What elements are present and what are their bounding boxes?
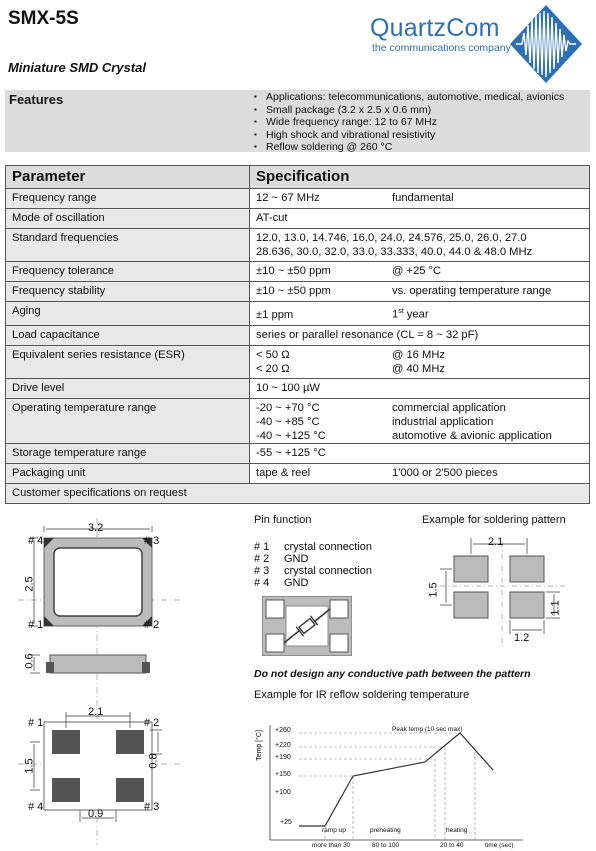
pin-label: # 3 — [144, 801, 160, 813]
spec-cell — [250, 302, 590, 326]
table-row — [6, 483, 590, 503]
spec-note: @ 40 MHz — [392, 362, 446, 375]
solder-pad-icon — [454, 592, 488, 618]
spec-cell — [250, 398, 590, 443]
pin-label: # 2 — [144, 717, 160, 729]
spec-value: < 20 Ω — [256, 362, 290, 375]
crystal-schematic-icon — [262, 596, 352, 656]
spec-value: -40 ~ +125 °C — [256, 429, 326, 442]
dim-thickness-label: 0.6 — [23, 653, 36, 669]
design-warning: Do not design any conductive path between the pattern — [254, 668, 531, 680]
spec-cell — [250, 463, 590, 483]
spec-note: @ +25 °C — [392, 265, 442, 277]
ytick-label: +220 — [275, 742, 291, 749]
table-row — [6, 325, 590, 345]
time-label: more than 30 — [312, 842, 351, 849]
pin-label: # 1 — [28, 717, 44, 729]
param-cell — [6, 345, 250, 378]
spec-line — [256, 399, 589, 415]
peak-label: Peak temp (10 sec max) — [392, 726, 463, 733]
dim-height-label: 2.5 — [23, 576, 36, 592]
pin-name: crystal connection — [284, 541, 373, 553]
pin-number: # 1 — [254, 541, 270, 553]
mechanical-drawing — [0, 510, 240, 851]
spec-line — [256, 415, 589, 429]
param-cell: Frequency tolerance — [6, 262, 250, 282]
solder-pad-icon — [454, 556, 488, 582]
custom-spec-note: Customer specifications on request — [6, 483, 590, 503]
table-row — [6, 443, 590, 463]
pin-label: # 4 — [28, 801, 44, 813]
table-row — [6, 378, 590, 398]
logo-name: QuartzCom — [370, 14, 500, 42]
quartzcom-logo-icon — [508, 3, 584, 85]
dim-pad-spacing-y-label: 1.5 — [23, 758, 36, 774]
table-row — [6, 262, 590, 282]
spec-cell — [250, 345, 590, 378]
spec-table — [5, 165, 590, 504]
table-row — [6, 345, 590, 378]
dim-pad-width-label: 0.9 — [88, 808, 104, 820]
feature-item: ▪ Wide frequency range: 12 to 67 MHz — [254, 116, 564, 129]
phase-label: heating — [446, 827, 468, 834]
spec-cell — [250, 282, 590, 302]
dim-right-label: 1.1 — [549, 600, 562, 616]
param-cell — [6, 398, 250, 443]
spec-note: automotive & avionic application — [392, 429, 552, 442]
soldering-pattern-title: Example for soldering pattern — [422, 514, 566, 526]
page-title: SMX-5S — [8, 8, 79, 29]
dim-pad-height-label: 0.8 — [147, 753, 160, 769]
param-cell: Frequency stability — [6, 282, 250, 302]
dim-left-label: 1.5 — [427, 582, 440, 598]
table-row — [6, 209, 590, 229]
spec-line: 28.636, 30.0, 32.0, 33.0, 33.333, 40.0, 44.0 & 48.0 MHz — [256, 246, 533, 258]
param-cell: Packaging unit — [6, 463, 250, 483]
spec-cell: AT-cut — [250, 209, 590, 229]
spec-note-text: year — [403, 308, 429, 321]
feature-item: ▪ High shock and vibrational resistivity — [254, 129, 564, 142]
ytick-label: +25 — [280, 819, 292, 826]
time-label: 20 to 40 — [440, 842, 464, 849]
spec-value: ±10 ~ ±50 ppm — [256, 285, 331, 297]
table-row — [6, 282, 590, 302]
spec-note: 1'000 or 2'500 pieces — [392, 466, 498, 479]
spec-cell — [250, 189, 590, 209]
dim-top-label: 2.1 — [488, 536, 504, 548]
pin-row — [254, 565, 372, 577]
soldering-pattern-drawing — [427, 530, 580, 650]
param-cell: Drive level — [6, 378, 250, 398]
pin-function-list — [254, 541, 372, 589]
param-text: Standard frequencies — [12, 232, 119, 244]
pin-name: crystal connection — [284, 565, 373, 577]
time-label: 60 to 100 — [372, 842, 400, 849]
spec-cell — [250, 229, 590, 262]
time-axis-label: time (sec) — [485, 842, 514, 849]
column-header-parameter: Parameter — [6, 166, 250, 189]
logo-tagline: the communications company — [372, 42, 511, 54]
spec-cell: 10 ~ 100 µW — [250, 378, 590, 398]
column-header-specification: Specification — [250, 166, 590, 189]
spec-note: vs. operating temperature range — [392, 285, 552, 297]
param-cell: Load capacitance — [6, 325, 250, 345]
spec-line — [256, 346, 589, 362]
param-cell: Frequency range — [6, 189, 250, 209]
param-cell — [6, 229, 250, 262]
top-view-icon — [44, 538, 152, 626]
spec-note-suffix: st — [398, 308, 404, 315]
phase-label: ramp up — [322, 827, 346, 834]
pin-label: # 1 — [28, 619, 44, 631]
spec-value: < 50 Ω — [256, 348, 290, 361]
feature-item: ▪ Small package (3.2 x 2.5 x 0.6 mm) — [254, 104, 564, 117]
param-cell: Storage temperature range — [6, 443, 250, 463]
pin-number: # 4 — [254, 577, 270, 589]
page-subtitle: Miniature SMD Crystal — [8, 60, 146, 75]
pin-function-title: Pin function — [254, 514, 312, 526]
ytick-label: +190 — [275, 754, 291, 761]
spec-line — [256, 362, 589, 376]
pin-number: # 2 — [254, 553, 270, 565]
features-title: Features — [9, 92, 64, 107]
solder-pad-icon — [510, 592, 544, 618]
spec-cell — [250, 262, 590, 282]
dim-width-label: 3.2 — [88, 522, 104, 534]
pin-row — [254, 541, 372, 553]
pin-label: # 4 — [28, 535, 44, 547]
param-cell: Mode of oscillation — [6, 209, 250, 229]
param-text: Operating temperature range — [12, 401, 157, 414]
reflow-ylabel: Temp [°C] — [255, 730, 263, 761]
spec-value: 12 ~ 67 MHz — [256, 192, 320, 204]
table-row — [6, 229, 590, 262]
spec-line: 12.0, 13.0, 14.746, 16.0, 24.0, 24.576, 25.0, 26.0, 27.0 — [256, 232, 527, 244]
pin-name: GND — [284, 577, 309, 589]
table-row — [6, 302, 590, 326]
spec-value: -40 ~ +85 °C — [256, 415, 320, 428]
ytick-label: +150 — [275, 771, 291, 778]
side-view-icon — [46, 655, 150, 673]
param-cell: Aging — [6, 302, 250, 326]
spec-note: fundamental — [392, 192, 454, 204]
reflow-title: Example for IR reflow soldering temperature — [254, 689, 470, 701]
spec-value: tape & reel — [256, 466, 311, 479]
dim-pad-spacing-x-label: 2.1 — [88, 706, 104, 718]
spec-note: @ 16 MHz — [392, 348, 446, 361]
dim-bottom-label: 1.2 — [514, 632, 530, 644]
spec-line — [256, 429, 589, 443]
spec-value: ±1 ppm — [256, 308, 294, 321]
table-row — [6, 463, 590, 483]
param-text: Equivalent series resistance (ESR) — [12, 348, 185, 361]
table-row — [6, 189, 590, 209]
bottom-view-icon — [44, 722, 152, 810]
pin-number: # 3 — [254, 565, 270, 577]
pin-label: # 2 — [144, 619, 160, 631]
spec-note: industrial application — [392, 415, 494, 428]
spec-value: ±10 ~ ±50 ppm — [256, 265, 331, 277]
solder-pad-icon — [510, 556, 544, 582]
pin-row — [254, 553, 372, 565]
pin-label: # 3 — [144, 535, 160, 547]
ytick-label: +260 — [275, 727, 291, 734]
pin-name: GND — [284, 553, 309, 565]
spec-cell: -55 ~ +125 °C — [250, 443, 590, 463]
table-row — [6, 398, 590, 443]
pin-row — [254, 577, 372, 589]
phase-label: preheating — [370, 827, 401, 834]
spec-cell: series or parallel resonance (CL = 8 ~ 32 pF) — [250, 325, 590, 345]
ytick-label: +100 — [275, 789, 291, 796]
features-list — [254, 91, 564, 154]
spec-note: commercial application — [392, 401, 506, 414]
feature-item: ▪ Applications: telecommunications, automotive, medical, avionics — [254, 91, 564, 104]
spec-note-number: 1 — [392, 308, 399, 321]
feature-item: ▪ Reflow soldering @ 260 °C — [254, 141, 564, 154]
spec-value: -20 ~ +70 °C — [256, 401, 320, 414]
